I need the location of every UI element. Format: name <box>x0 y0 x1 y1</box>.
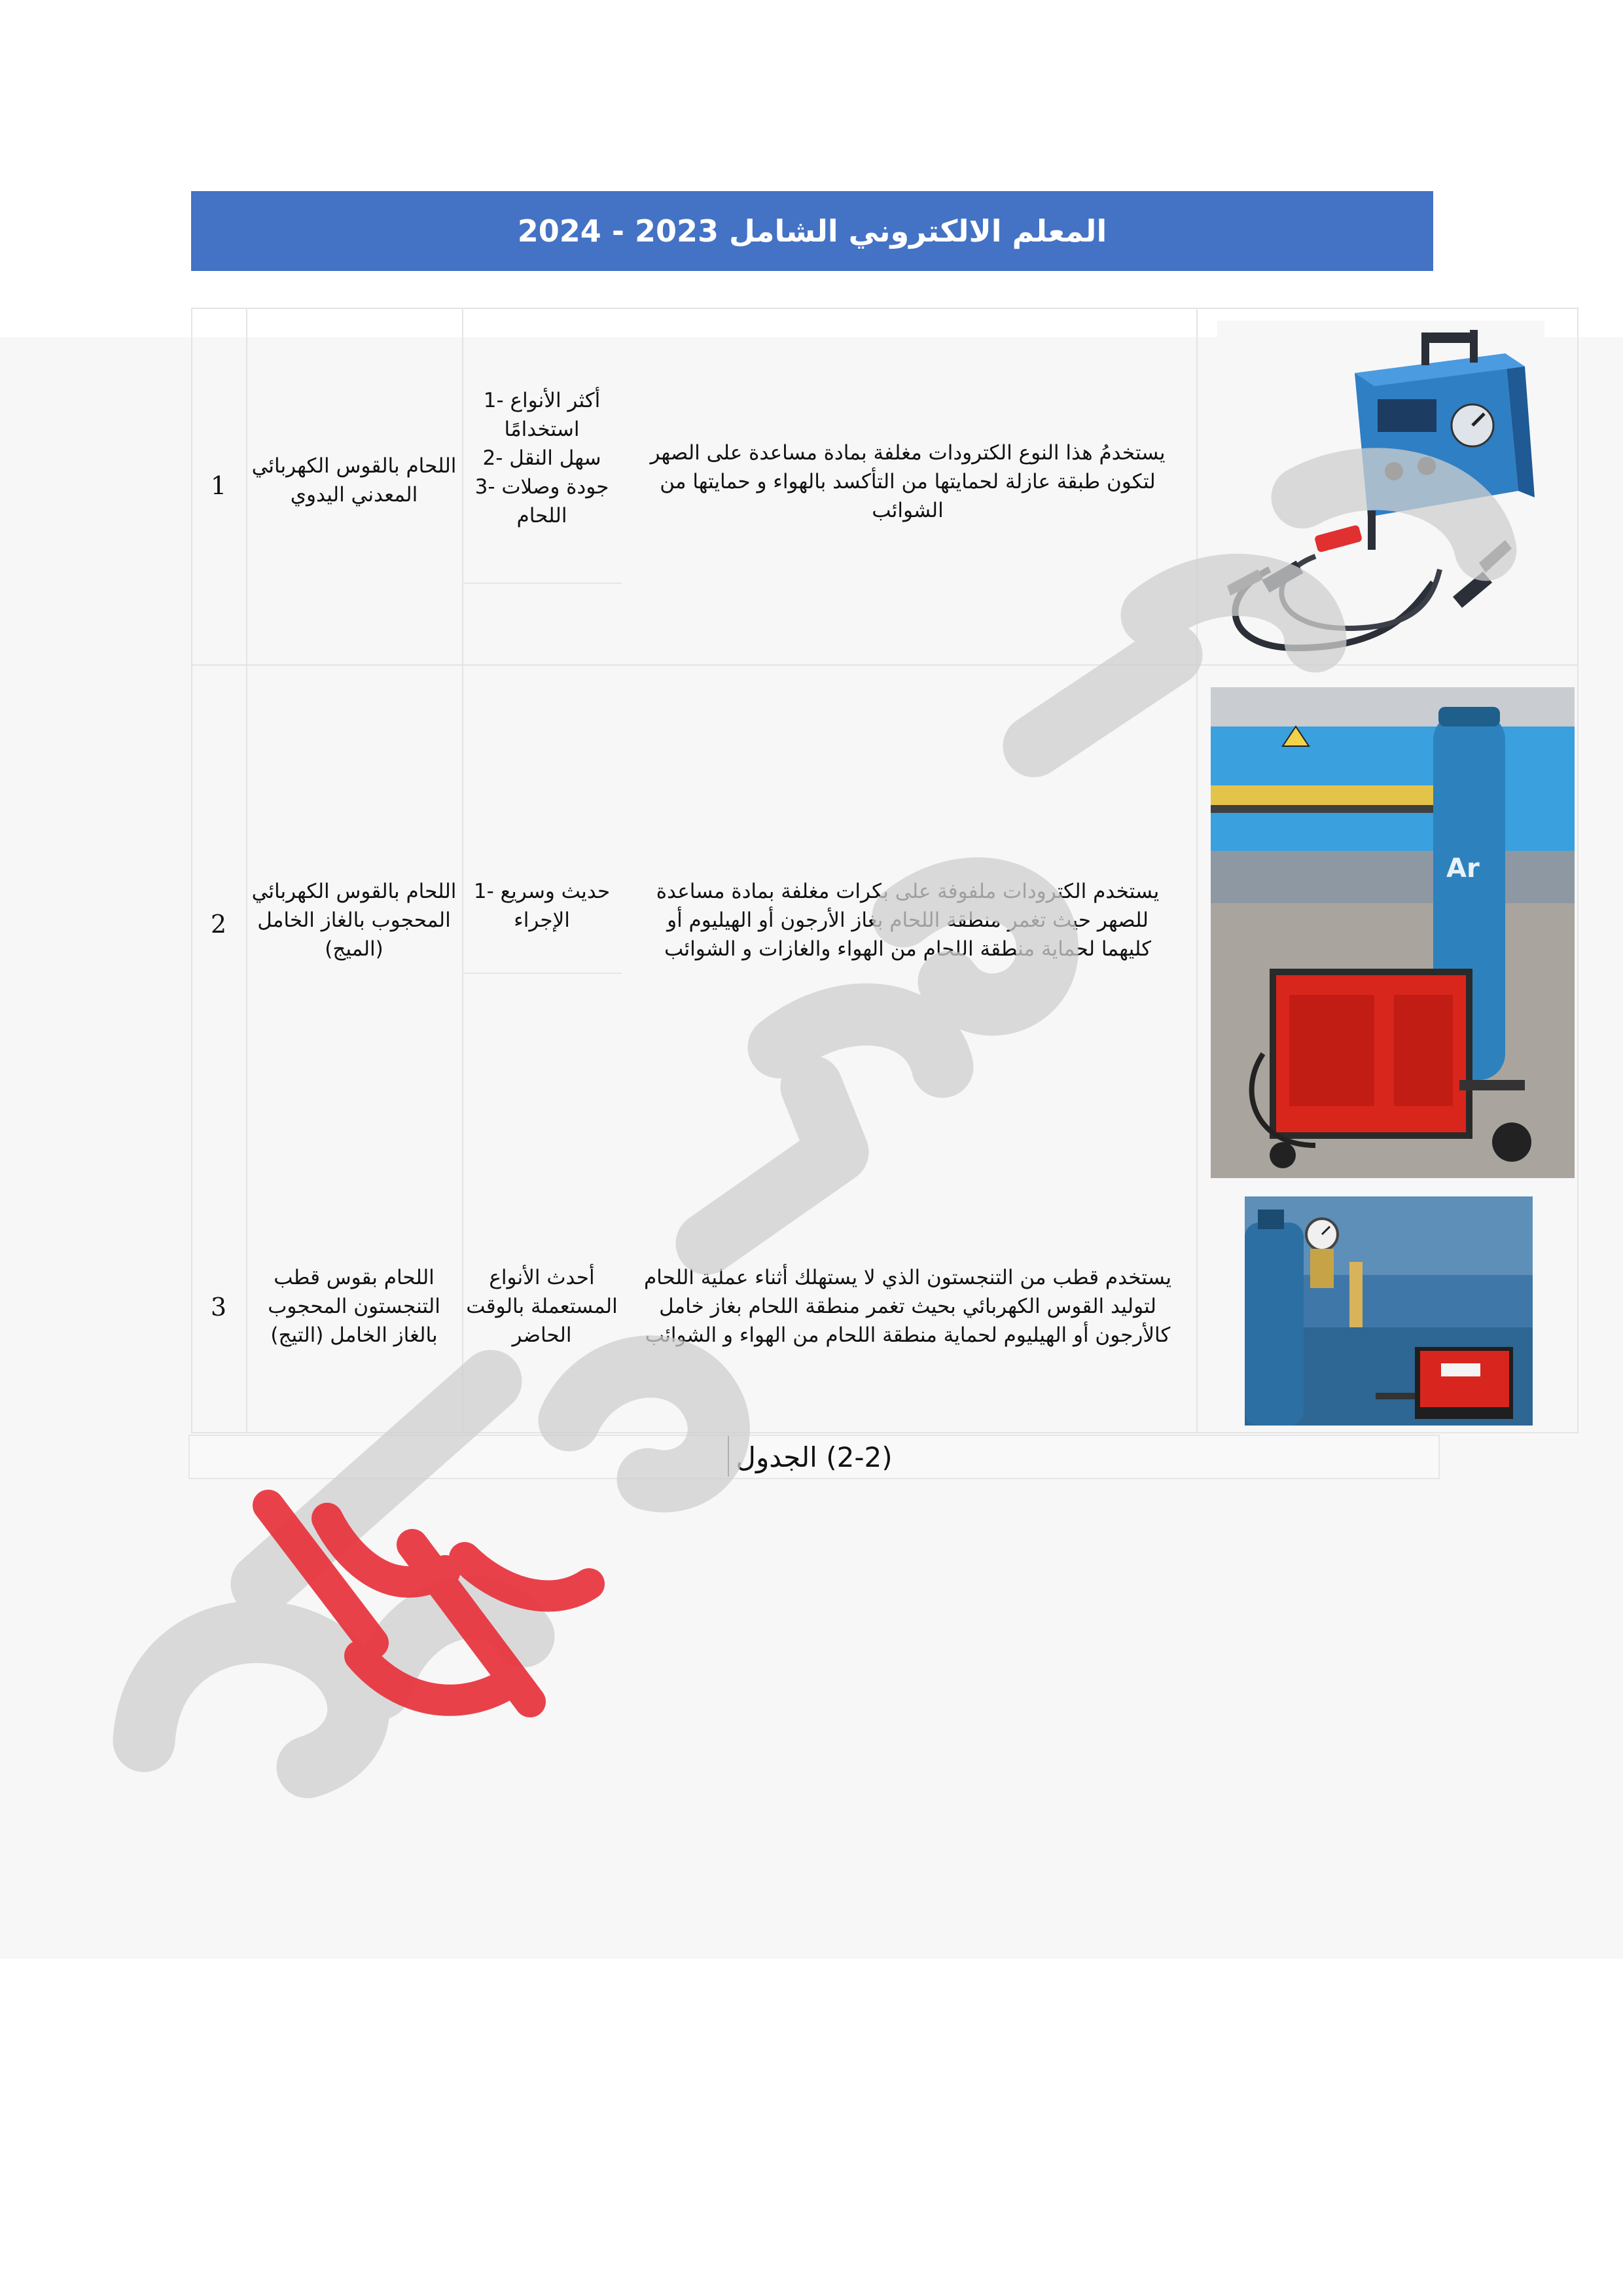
row-number: 1 <box>210 471 227 500</box>
table-border <box>191 1432 1578 1433</box>
mig-welder-photo <box>1211 687 1575 1178</box>
row-welding-name: اللحام بالقوس الكهربائي المحجوب بالغاز الخامل (الميج) <box>251 880 457 961</box>
table-caption-box <box>188 1435 1440 1479</box>
row-description: يستخدمُ هذا النوع الكترودات مغلفة بمادة مساعدة على الصهر لتكون طبقة عازلة لحمايتها من التأكسد بالهواء و حمايتها من الشوائب <box>650 441 1166 522</box>
table-divider <box>1196 308 1198 1433</box>
row-description: يستخدم قطب من التنجستون الذي لا يستهلك أثناء عملية اللحام لتوليد القوس الكهربائي بحيث تغمر منطقة اللحام بغاز خامل كالأرجون أو الهيليوم لحماية منطقة اللحام من الهواء و الشوائب <box>643 1266 1172 1347</box>
row-features: أكثر الأنواع -1 استخدامًا سهل النقل -2 جودة وصلات -3 اللحام <box>474 389 609 528</box>
features-subcell-line <box>462 973 622 974</box>
row-features: أحدث الأنواع المستعملة بالوقت الحاضر <box>466 1266 618 1347</box>
argon-tank-label: Ar <box>1446 853 1480 884</box>
row-number: 3 <box>210 1293 227 1321</box>
table-caption: (2-2) الجدول <box>736 1441 893 1473</box>
row-divider <box>191 664 1578 666</box>
tig-welder-photo <box>1245 1196 1533 1426</box>
row-welding-name: اللحام بقوس قطب التنجستون المحجوب بالغاز الخامل (التيج) <box>268 1266 440 1347</box>
row-features: حديث وسريع -1 الإجراء <box>473 880 611 932</box>
table-border <box>1577 308 1578 1433</box>
features-subcell-line <box>462 583 622 584</box>
table-border <box>191 308 1578 309</box>
row-welding-name: اللحام بالقوس الكهربائي المعدني اليدوي <box>251 454 457 507</box>
page-header-banner <box>191 191 1433 271</box>
caption-divider <box>728 1436 729 1477</box>
row-description: يستخدم الكترودات ملفوفة على بكرات مغلفة بمادة مساعدة للصهر حيث تغمر منطقة اللحام بغاز الأرجون أو الهيليوم أو كليهما لحماية منطقة اللحام من الهواء والغازات و الشوائب <box>656 880 1160 961</box>
page-title: المعلم الالكتروني الشامل 2023 - 2024 <box>517 213 1107 249</box>
row-number: 2 <box>210 910 227 939</box>
welding-machine-photo <box>1217 321 1544 661</box>
